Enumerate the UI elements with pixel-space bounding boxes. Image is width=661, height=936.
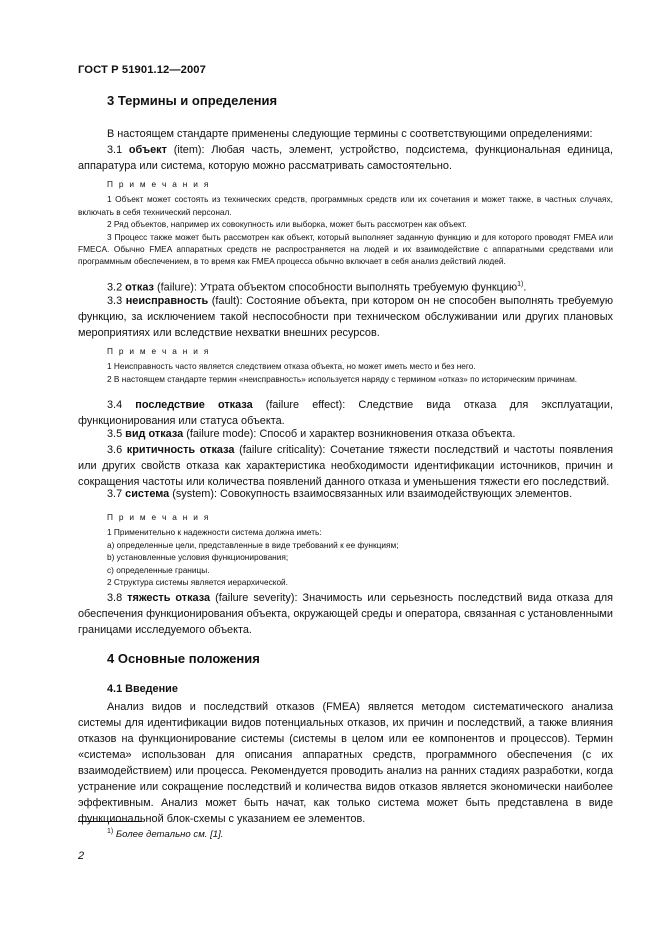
term-number: 3.3: [107, 295, 123, 307]
section-4-1-paragraph: Анализ видов и последствий отказов (FMEA) является методом систематического анализа системы для идентификации видов потенциальных отказов, их причин и последствий, а также влияния отказов на функционирование системы (системы в целом или ее компонентов и процессов). Термин «система» использован для описания аппаратных средств, программного обеспечения (с их взаимодействием) или процесса. Рекомендуется проводить анализ на ранних стадиях разработки, когда устранение или сокращение последствий и количества видов отказов является экономически наиболее эффективным. Анализ может быть начат, как только система может быть представлена в виде функциональной блок-схемы с указанием ее элементов.: [78, 701, 613, 825]
term-number: 3.8: [107, 592, 123, 604]
note-item: 2 Структура системы является иерархической.: [107, 577, 288, 588]
term-definition: (system): Совокупность взаимосвязанных или взаимодействующих элементов.: [172, 488, 573, 500]
notes-3-7: [78, 511, 613, 588]
term-definition: (failure): Утрата объектом способности выполнять требуемую функцию: [156, 281, 518, 294]
page-number: 2: [78, 850, 85, 862]
term-name: система: [125, 488, 170, 500]
note-item: 1 Неисправность часто является следствием отказа объекта, но может иметь место и без него.: [107, 361, 476, 372]
term-3-4: [78, 397, 613, 429]
footnote-text: Более детально см. [1].: [115, 829, 224, 841]
note-list-item: b) установленные условия функционирования;: [107, 552, 289, 563]
term-number: 3.5: [107, 428, 123, 440]
term-3-7: [78, 486, 613, 502]
term-name: отказ: [125, 281, 154, 294]
note-item: 2 В настоящем стандарте термин «неисправность» используется наряду с термином «отказ» по историческим причинам.: [107, 373, 578, 384]
term-name: тяжесть отказа: [127, 592, 211, 604]
term-name: критичность отказа: [126, 444, 235, 456]
term-definition: (fault): Состояние объекта, при котором он не способен выполнять требуемую функцию, за исключением такой неспособности при техническом обслуживании или других плановых мероприятиях или вследствие нехватки внешних ресурсов.: [78, 295, 613, 339]
notes-title: П р и м е ч а н и я: [107, 512, 211, 522]
notes-title: П р и м е ч а н и я: [107, 346, 211, 356]
footnote: [107, 828, 223, 840]
term-name: объект: [128, 144, 167, 156]
term-3-8: [78, 590, 613, 638]
notes-3-3: [78, 345, 613, 385]
subsection-4-1-heading: 4.1 Введение: [107, 683, 178, 695]
term-definition: (failure effect): Следствие вида отказа для эксплуатации, функционирования или статуса объекта.: [78, 399, 613, 427]
term-3-6: [78, 442, 613, 490]
term-name: последствие отказа: [135, 399, 253, 411]
note-list-item: c) определенные границы.: [107, 564, 210, 575]
term-name: неисправность: [125, 295, 209, 307]
section-3-heading: 3 Термины и определения: [107, 93, 278, 108]
term-number: 3.7: [107, 488, 123, 500]
term-3-2: 3.2 отказ (failure): Утрата объектом способности выполнять требуемую функцию$^{1)}$.: [107, 281, 527, 294]
term-number: 3.2: [107, 281, 123, 294]
note-list-item: a) определенные цели, представленные в виде требований к ее функциям;: [107, 539, 399, 550]
term-name: вид отказа: [125, 428, 184, 440]
note-item: 1 Объект может состоять из технических средств, программных средств или их сочетания и может также, в частных случаях, включать в себя технический персонал.: [78, 194, 613, 217]
footnote-separator: [78, 821, 142, 822]
note-item: 1 Применительно к надежности система должна иметь:: [107, 527, 322, 538]
term-number: 3.1: [107, 144, 123, 156]
section-3-intro: В настоящем стандарте применены следующие термины с соответствующими определениями:: [107, 128, 593, 140]
term-definition: (failure criticality): Сочетание тяжести последствий и частоты появления или других свойств отказа как характеристика необходимости идентификации источников, причин и сокращения частоты или количества появлений данного отказа и уменьшения тяжести его последствий.: [78, 444, 614, 488]
note-item: 2 Ряд объектов, например их совокупность или выборка, может быть рассмотрен как объект.: [107, 219, 467, 230]
term-definition: (item): Любая часть, элемент, устройство, подсистема, функциональная единица, аппаратура или система, которую можно рассматривать самостоятельно.: [78, 144, 613, 172]
footnote-ref: 1): [517, 281, 524, 288]
term-3-5: [78, 426, 613, 442]
term-number: 3.4: [107, 399, 123, 411]
notes-title: П р и м е ч а н и я: [107, 179, 211, 189]
term-number: 3.6: [107, 444, 123, 456]
term-3-1: [78, 142, 613, 174]
document-header: ГОСТ Р 51901.12—2007: [78, 64, 206, 76]
term-definition: (failure mode): Способ и характер возникновения отказа объекта.: [186, 428, 516, 440]
section-4-heading: 4 Основные положения: [107, 651, 260, 666]
term-definition: (failure severity): Значимость или серьезность последствий вида отказа для обеспечения функционирования объекта, окружающей среды и оператора, связанная с установленными границами исследуемого объекта.: [78, 592, 613, 636]
notes-3-1: [78, 178, 613, 268]
footnote-mark: 1): [107, 828, 114, 835]
note-item: 3 Процесс также может быть рассмотрен как объект, который выполняет заданную функцию и для которого проводят FMEA или FMECA. Обычно FMEA аппаратных средств не распространяется на людей и их взаимодействие с аппаратными средствами или программным обеспечением, в то время как FMEA процесса обычно включает в себя анализ действий людей.: [78, 231, 613, 267]
term-3-3: [78, 293, 613, 341]
